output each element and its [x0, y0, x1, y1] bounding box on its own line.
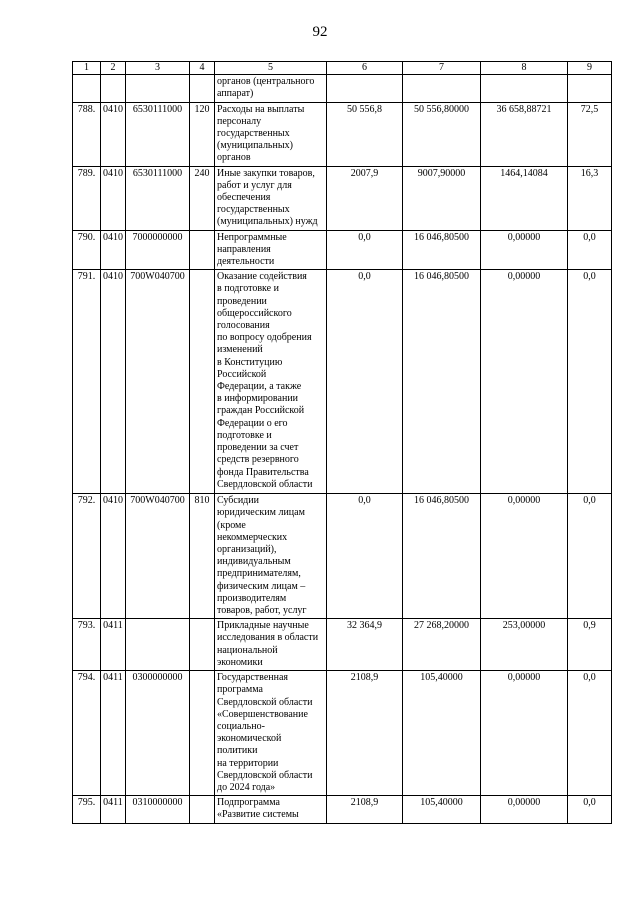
expense-type: 810 — [190, 494, 215, 619]
percent-col9 — [568, 75, 612, 102]
value-col7: 50 556,80000 — [403, 102, 481, 166]
budget-table — [72, 61, 612, 824]
target-code — [126, 619, 190, 671]
value-col6: 2108,9 — [327, 671, 403, 796]
column-header: 9 — [568, 62, 612, 75]
table-row — [73, 796, 612, 823]
table-row — [73, 671, 612, 796]
expense-type: 120 — [190, 102, 215, 166]
value-col6: 0,0 — [327, 494, 403, 619]
value-col8: 0,00000 — [481, 270, 568, 494]
table-row — [73, 494, 612, 619]
table-row — [73, 230, 612, 270]
value-col6: 32 364,9 — [327, 619, 403, 671]
row-number: 790. — [73, 230, 101, 270]
table-row — [73, 102, 612, 166]
value-col6: 2007,9 — [327, 166, 403, 230]
column-header: 6 — [327, 62, 403, 75]
expense-type — [190, 270, 215, 494]
page-number: 92 — [312, 24, 328, 40]
row-number — [73, 75, 101, 102]
row-number: 792. — [73, 494, 101, 619]
row-number: 795. — [73, 796, 101, 823]
section-code: 0411 — [101, 796, 126, 823]
value-col8: 0,00000 — [481, 494, 568, 619]
item-name: Иные закупки товаров, работ и услуг для обеспечения государственных (муниципальных) нужд — [215, 166, 327, 230]
expense-type — [190, 796, 215, 823]
row-number: 791. — [73, 270, 101, 494]
target-code: 6530111000 — [126, 166, 190, 230]
value-col6: 2108,9 — [327, 796, 403, 823]
value-col7 — [403, 75, 481, 102]
value-col8: 0,00000 — [481, 671, 568, 796]
target-code: 7000000000 — [126, 230, 190, 270]
column-header: 8 — [481, 62, 568, 75]
value-col6 — [327, 75, 403, 102]
value-col8: 1464,14084 — [481, 166, 568, 230]
section-code: 0410 — [101, 102, 126, 166]
item-name: Государственная программа Свердловской области «Совершенствование социально- экономической политики на территории Свердловской области до 2024 года» — [215, 671, 327, 796]
value-col7: 9007,90000 — [403, 166, 481, 230]
column-header: 1 — [73, 62, 101, 75]
value-col6: 50 556,8 — [327, 102, 403, 166]
expense-type — [190, 230, 215, 270]
expense-type: 240 — [190, 166, 215, 230]
target-code — [126, 75, 190, 102]
section-code: 0410 — [101, 230, 126, 270]
section-code: 0411 — [101, 671, 126, 796]
target-code: 0310000000 — [126, 796, 190, 823]
value-col7: 27 268,20000 — [403, 619, 481, 671]
section-code: 0410 — [101, 494, 126, 619]
expense-type — [190, 671, 215, 796]
value-col8: 36 658,88721 — [481, 102, 568, 166]
item-name: органов (центрального аппарат) — [215, 75, 327, 102]
section-code: 0410 — [101, 270, 126, 494]
percent-col9: 0,0 — [568, 230, 612, 270]
row-number: 789. — [73, 166, 101, 230]
section-code — [101, 75, 126, 102]
column-header: 2 — [101, 62, 126, 75]
value-col7: 16 046,80500 — [403, 494, 481, 619]
percent-col9: 0,0 — [568, 494, 612, 619]
value-col8: 0,00000 — [481, 796, 568, 823]
column-header: 7 — [403, 62, 481, 75]
table-row — [73, 270, 612, 494]
value-col8: 253,00000 — [481, 619, 568, 671]
section-code: 0410 — [101, 166, 126, 230]
percent-col9: 0,0 — [568, 270, 612, 494]
target-code: 700W040700 — [126, 270, 190, 494]
percent-col9: 0,0 — [568, 671, 612, 796]
column-header: 3 — [126, 62, 190, 75]
value-col6: 0,0 — [327, 230, 403, 270]
item-name: Прикладные научные исследования в области национальной экономики — [215, 619, 327, 671]
item-name: Непрограммные направления деятельности — [215, 230, 327, 270]
value-col8 — [481, 75, 568, 102]
target-code: 0300000000 — [126, 671, 190, 796]
item-name: Оказание содействия в подготовке и проведении общероссийского голосования по вопросу одобрения изменений в Конституцию Российской Федерации, а также в информировании граждан Российской Федерации о его подготовке и проведении за счет средств резервного фонда Правительства Свердловской области — [215, 270, 327, 494]
table-row — [73, 75, 612, 102]
value-col6: 0,0 — [327, 270, 403, 494]
value-col7: 105,40000 — [403, 671, 481, 796]
percent-col9: 0,9 — [568, 619, 612, 671]
row-number: 793. — [73, 619, 101, 671]
expense-type — [190, 619, 215, 671]
column-header: 4 — [190, 62, 215, 75]
value-col7: 16 046,80500 — [403, 270, 481, 494]
percent-col9: 72,5 — [568, 102, 612, 166]
table-row — [73, 619, 612, 671]
percent-col9: 16,3 — [568, 166, 612, 230]
row-number: 794. — [73, 671, 101, 796]
value-col7: 16 046,80500 — [403, 230, 481, 270]
percent-col9: 0,0 — [568, 796, 612, 823]
section-code: 0411 — [101, 619, 126, 671]
table-header-row — [73, 62, 612, 75]
value-col8: 0,00000 — [481, 230, 568, 270]
item-name: Подпрограмма «Развитие системы — [215, 796, 327, 823]
target-code: 6530111000 — [126, 102, 190, 166]
item-name: Расходы на выплаты персоналу государственных (муниципальных) органов — [215, 102, 327, 166]
value-col7: 105,40000 — [403, 796, 481, 823]
expense-type — [190, 75, 215, 102]
table-row — [73, 166, 612, 230]
item-name: Субсидии юридическим лицам (кроме некоммерческих организаций), индивидуальным предпринимателям, физическим лицам – производителям товаров, работ, услуг — [215, 494, 327, 619]
column-header: 5 — [215, 62, 327, 75]
row-number: 788. — [73, 102, 101, 166]
target-code: 700W040700 — [126, 494, 190, 619]
